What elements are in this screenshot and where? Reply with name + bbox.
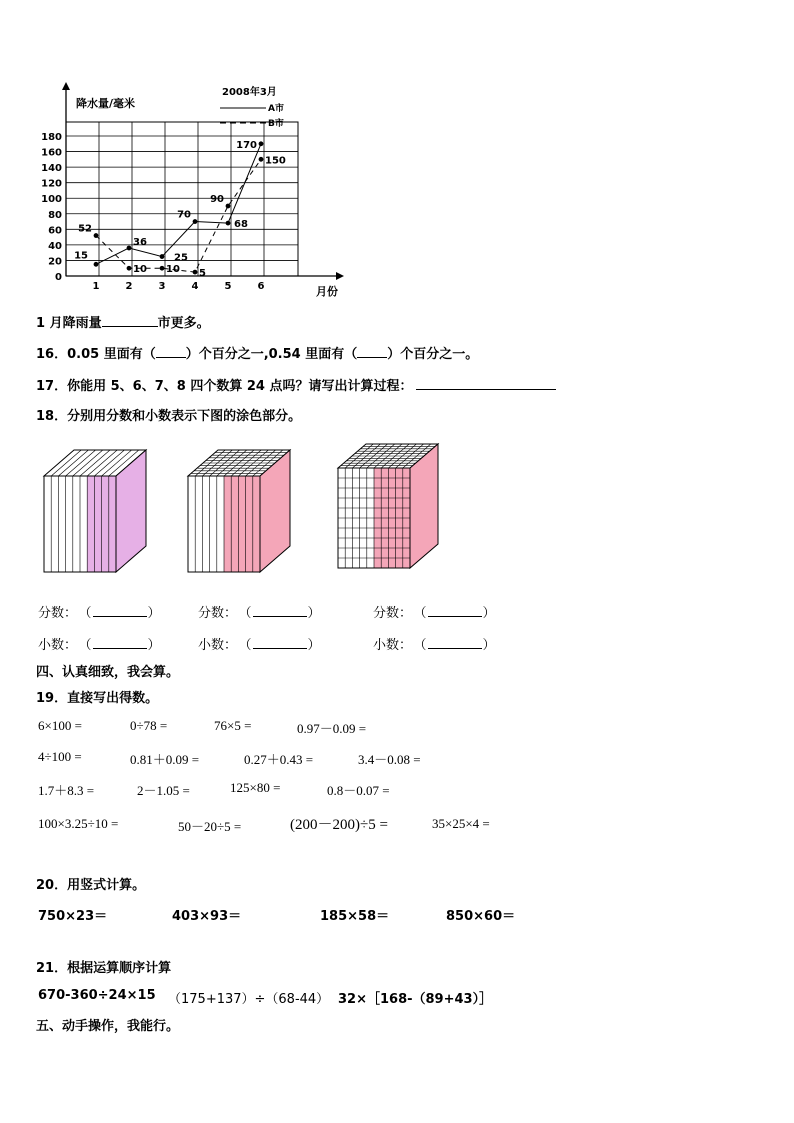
paren-open: （ [245,638,252,653]
q16-blank-1[interactable] [156,345,186,358]
q19-expression: 2－1.05 = [137,783,190,798]
chart-data-point [259,157,264,162]
paren-close: ） [307,606,321,621]
legend-label-b: B市 [268,119,284,129]
chart-x-axis-label: 月份 [316,285,338,298]
chart-data-label: 68 [234,219,248,231]
chart-x-tick-label: 1 [92,281,100,292]
chart-x-tick-label: 5 [224,281,232,292]
paren-open: （ [85,606,92,621]
chart-data-point [160,266,165,271]
chart-y-tick-label: 160 [41,147,62,159]
answer-label: 分数： [198,606,238,621]
q19-expression: 0.97－0.09 = [297,721,367,736]
chart-x-tick-label: 4 [191,281,199,292]
q21-expression: 670-360÷24×15 [38,988,156,1003]
answer-blank[interactable] [428,604,482,617]
fraction-answer [38,602,161,621]
legend-label-a: A市 [268,104,284,114]
section4-title: 四、认真细致，我会算。 [36,665,180,680]
chart-data-label: 15 [74,250,88,262]
q17 [36,375,556,394]
answer-blank[interactable] [93,604,147,617]
chart-data-point [160,254,165,259]
rainfall-line-chart [30,80,360,300]
paren-close: ） [147,638,161,653]
chart-y-tick-label: 40 [48,240,62,252]
chart-data-label: 90 [210,194,224,205]
chart-data-point [226,221,231,226]
chart-y-tick-label: 0 [55,272,62,283]
paren-open: （ [420,606,427,621]
paren-open: （ [85,638,92,653]
section5-title: 五、动手操作，我能行。 [36,1019,180,1034]
q19-expression: 76×5 = [214,718,252,733]
chart-y-arrow [62,82,70,90]
chart-data-label: 5 [199,268,206,280]
chart-data-label: 36 [133,237,147,248]
q19-expression: 100×3.25÷10 = [38,816,119,831]
chart-x-tick-label: 2 [125,281,133,292]
chart-data-point [127,266,132,271]
q19-expression: 35×25×4 = [432,816,490,831]
paren-open: （ [245,606,252,621]
q19-expression: 1.7＋8.3 = [38,783,95,798]
chart-y-axis-label: 降水量/毫米 [76,97,136,110]
q19-expression: 4÷100 = [38,749,82,764]
answer-label: 分数： [38,606,78,621]
chart-data-point [94,262,99,267]
decimal-answer [38,634,161,653]
cube-figure-1 [40,440,160,576]
q21-title: 21．根据运算顺序计算 [36,961,172,976]
q20-expression: 750×23＝ [38,909,108,924]
q15-answer-line [36,312,210,331]
chart-data-label: 150 [265,155,286,167]
decimal-answer [198,634,321,653]
chart-data-point [94,233,99,238]
q16 [36,343,478,362]
q20-expression: 185×58＝ [320,909,390,924]
q16-part-b: ）个百分之一,0.54 里面有（ [185,347,358,362]
chart-y-tick-label: 100 [41,194,62,206]
q21-expression: （175+137）÷（68-44） [168,992,330,1007]
q17-blank[interactable] [416,377,556,390]
answer-blank[interactable] [253,636,307,649]
chart-data-label: 170 [236,139,257,151]
chart-data-point [127,246,132,251]
chart-y-tick-label: 20 [48,256,62,268]
answer-blank[interactable] [253,604,307,617]
q19-expression: 125×80 = [230,780,281,795]
chart-y-tick-label: 140 [41,163,62,175]
cube-shaded-region [224,476,260,572]
chart-x-arrow [336,272,344,280]
chart-y-tick-label: 120 [41,178,62,190]
chart-data-label: 10 [166,264,180,276]
chart-y-tick-label: 80 [48,209,62,221]
q16-blank-2[interactable] [357,345,387,358]
q20-expression: 403×93＝ [172,909,242,924]
q16-part-a: 16．0.05 里面有（ [36,347,156,362]
answer-blank[interactable] [428,636,482,649]
q15-prefix: 1 月降雨量 [36,316,102,331]
paren-open: （ [420,638,427,653]
q17-text: 17．你能用 5、6、7、8 四个数算 24 点吗？请写出计算过程： [36,379,413,394]
decimal-answer [373,634,496,653]
q15-blank[interactable] [102,314,158,327]
chart-series-line [96,144,261,265]
chart-title: 2008年3月 [222,87,277,98]
chart-data-label: 52 [78,223,92,235]
answer-label: 小数： [38,638,78,653]
chart-y-tick-label: 180 [41,132,62,143]
paren-close: ） [147,606,161,621]
paren-close: ） [307,638,321,653]
q19-expression: 6×100 = [38,718,82,733]
chart-data-point [193,270,198,275]
q19-title: 19．直接写出得数。 [36,691,159,706]
fraction-answer [373,602,496,621]
q19-expression: 0.81＋0.09 = [130,752,200,767]
chart-data-point [259,141,264,146]
paren-close: ） [482,638,496,653]
q19-expression: 50－20÷5 = [178,819,242,834]
chart-data-point [193,219,198,224]
q19-expression: 0÷78 = [130,718,168,733]
chart-data-label: 10 [133,264,147,276]
answer-label: 小数： [198,638,238,653]
q20-expression: 850×60＝ [446,909,516,924]
q15-suffix: 市更多。 [157,316,210,331]
chart-data-label: 25 [174,252,188,264]
chart-x-tick-label: 6 [257,281,265,292]
cube-figure-2 [184,440,304,576]
q20-title: 20．用竖式计算。 [36,878,146,893]
q18-title: 18．分别用分数和小数表示下图的涂色部分。 [36,409,302,424]
q19-expression: 0.27＋0.43 = [244,752,314,767]
chart-data-point [226,204,231,209]
q19-expression: 0.8－0.07 = [327,783,390,798]
q16-part-c: ）个百分之一。 [387,347,479,362]
fraction-answer [198,602,321,621]
answer-label: 分数： [373,606,413,621]
answer-label: 小数： [373,638,413,653]
q19-expression: (200－200)÷5 = [290,817,388,833]
chart-x-tick-label: 3 [158,281,166,292]
q19-expression: 3.4－0.08 = [358,752,421,767]
answer-blank[interactable] [93,636,147,649]
chart-y-tick-label: 60 [48,225,62,237]
paren-close: ） [482,606,496,621]
cube-figure-3 [334,436,444,576]
chart-data-label: 70 [177,209,191,221]
q21-expression: 32×［168-（89+43）］ [338,992,493,1007]
